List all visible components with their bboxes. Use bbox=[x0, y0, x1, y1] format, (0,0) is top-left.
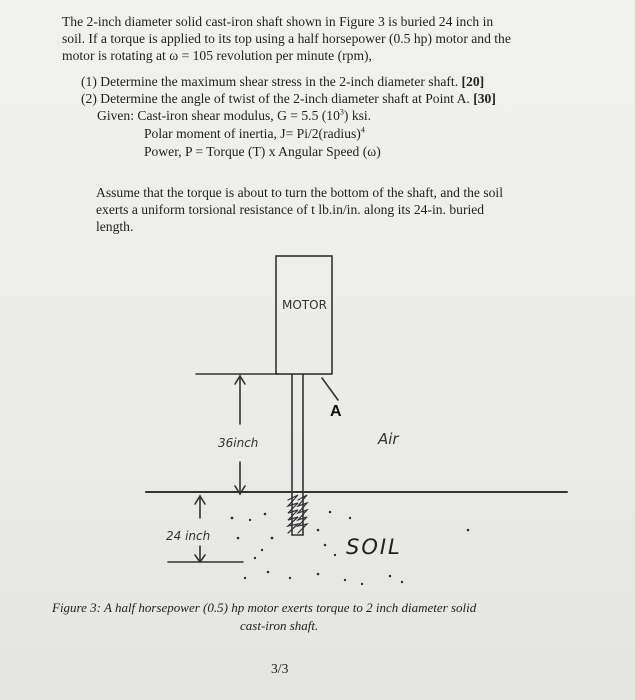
page-number: 3/3 bbox=[271, 661, 289, 676]
point-a-label: A bbox=[330, 403, 342, 420]
motor-label: MOTOR bbox=[282, 298, 327, 312]
given-polar-moment: Polar moment of inertia, J= Pi/2(radius)$^4$ bbox=[144, 125, 365, 141]
air-label: Air bbox=[378, 430, 399, 448]
figure-caption-line-2: cast-iron shaft. bbox=[240, 618, 319, 633]
question-1-points: [20] bbox=[461, 74, 485, 89]
assume-line-1: Assume that the torque is about to turn the bottom of the shaft, and the soil bbox=[96, 185, 503, 200]
assume-line-3: length. bbox=[96, 219, 134, 234]
intro-line-2: soil. If a torque is applied to its top using a half horsepower (0.5 hp) motor and the bbox=[62, 31, 511, 46]
motor-box bbox=[276, 256, 332, 374]
question-2-points: [30] bbox=[473, 91, 496, 106]
given-shear-modulus: Given: Cast-iron shear modulus, G = 5.5 $(10^3)$ ksi. bbox=[97, 107, 372, 123]
question-1-text: (1) Determine the maximum shear stress in the 2-inch diameter shaft. bbox=[81, 74, 459, 89]
assume-line-2: exerts a uniform torsional resistance of t lb.in/in. along its 24-in. buried bbox=[96, 202, 485, 217]
intro-line-1: The 2-inch diameter solid cast-iron shaft shown in Figure 3 is buried 24 inch in bbox=[62, 14, 494, 29]
intro-line-3: motor is rotating at ω = 105 revolution per minute (rpm), bbox=[62, 48, 372, 63]
figure-caption-line-1: Figure 3: A half horsepower (0.5) hp motor exerts torque to 2 inch diameter solid bbox=[52, 600, 477, 615]
question-2-text: (2) Determine the angle of twist of the 2-inch diameter shaft at Point A. bbox=[81, 91, 470, 106]
height-label: 36inch bbox=[218, 436, 259, 450]
depth-label: 24 inch bbox=[166, 529, 211, 543]
given-power: Power, P = Torque (T) x Angular Speed (ω) bbox=[144, 144, 381, 159]
point-a-leader bbox=[322, 378, 338, 400]
soil-label: SOIL bbox=[346, 535, 402, 559]
